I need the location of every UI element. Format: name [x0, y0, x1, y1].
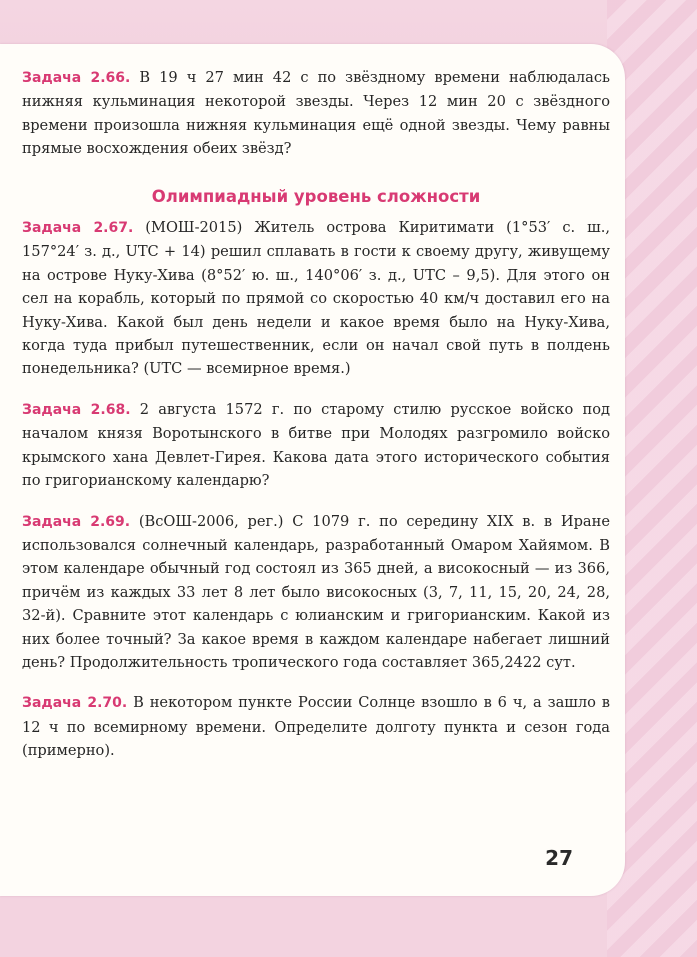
section-heading: Олимпиадный уровень сложности	[151, 186, 481, 206]
task-label: Задача 2.67.	[22, 220, 134, 237]
task-label: Задача 2.66.	[22, 70, 131, 86]
task-text: В 19 ч 27 мин 42 с по звёздному времени наблюдалась нижняя кульминация некоторой звезды. Через 12 мин 20 с звёздного времени произошла нижняя кульминация ещё одной звезды. Чему равны прямые восхождения обеих звёзд?	[22, 69, 610, 158]
page-content	[22, 66, 610, 780]
page-number: 27	[545, 846, 573, 870]
page-sheet	[0, 44, 625, 896]
task-text: (МОШ-2015) Житель острова Киритимати (1°53′ с. ш., 157°24′ з. д., UTC + 14) решил сплавать в гости к своему другу, живущему на острове Нуку-Хива (8°52′ ю. ш., 140°06′ з. д., UTC – 9,5). Для этого он сел на корабль, который по прямой со скоростью 40 км/ч доставил его на Нуку-Хива. Какой был день недели и какое время было на Нуку-Хива, когда туда прибыл путешественник, если он начал свой путь в полдень понедельника? (UTC — всемирное время.)	[22, 219, 610, 378]
task-text: 2 августа 1572 г. по старому стилю русское войско под началом князя Воротынского в битве при Молодях разгромило войско крымского хана Девлет-Гирея. Какова дата этого исторического события по григорианскому календарю?	[22, 400, 610, 490]
task-2-66	[22, 66, 610, 161]
task-label: Задача 2.70.	[22, 695, 128, 712]
task-2-70	[22, 691, 610, 762]
task-2-67	[22, 216, 610, 381]
task-2-69	[22, 510, 610, 675]
task-text: (ВсОШ-2006, рег.) С 1079 г. по середину XIX в. в Иране использовался солнечный календарь, разработанный Омаром Хайямом. В этом календаре обычный год состоял из 365 дней, а високосный — из 366, причём из каждых 33 лет 8 лет было високосных (3, 7, 11, 15, 20, 24, 28, 32-й). Сравните этот календарь с юлианским и григорианским. Какой из них более точный? За какое время в каждом календаре набегает лишний день? Продолжительность тропического года составляет 365,2422 сут.	[22, 512, 610, 671]
task-text: В некотором пункте России Солнце взошло в 6 ч, а зашло в 12 ч по всемирному времени. Определите долготу пункта и сезон года (примерно).	[22, 694, 611, 760]
task-2-68	[22, 398, 610, 493]
top-decoration	[0, 0, 697, 50]
task-label: Задача 2.68.	[22, 401, 131, 418]
task-label: Задача 2.69.	[22, 513, 131, 530]
